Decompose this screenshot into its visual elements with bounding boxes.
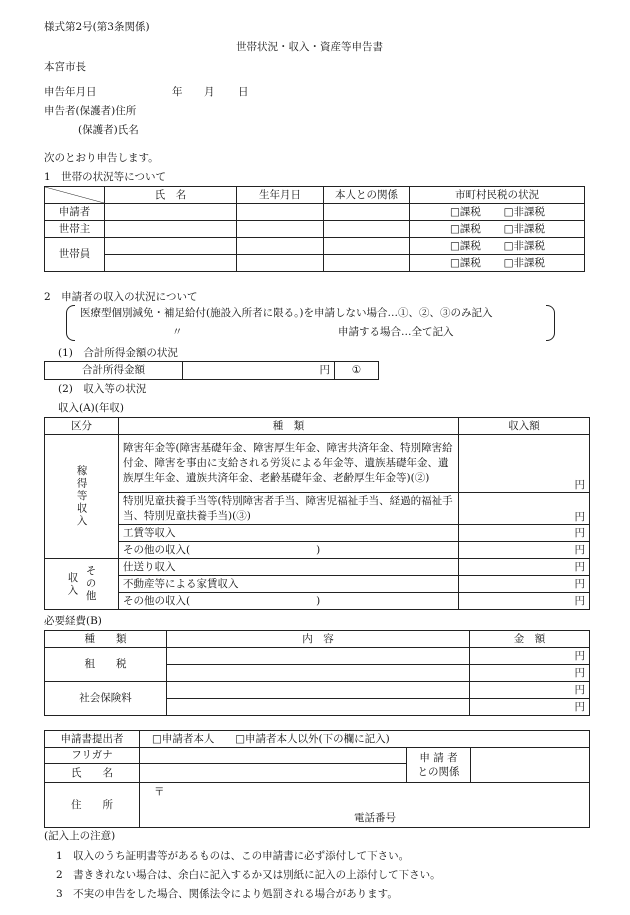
household-table xyxy=(44,186,585,272)
yen-unit: 円 xyxy=(574,560,585,573)
section1-heading: 1 世帯の状況等について xyxy=(44,171,166,183)
other-income-category-b: その他 xyxy=(84,565,97,603)
member-name-cell[interactable] xyxy=(105,238,237,255)
submitter-label: 申請書提出者 xyxy=(45,731,140,748)
applicant-name-cell[interactable] xyxy=(105,204,237,221)
yen-unit: 円 xyxy=(574,478,585,491)
householder-birthdate-cell[interactable] xyxy=(237,221,324,238)
date-day-label: 日 xyxy=(238,86,249,98)
applicant-relation-cell[interactable] xyxy=(324,204,410,221)
member-name-cell[interactable] xyxy=(105,255,237,272)
expense-header-type: 種 類 xyxy=(45,631,167,648)
member-birthdate-cell[interactable] xyxy=(237,255,324,272)
date-year-label: 年 xyxy=(172,86,183,98)
submitter-address-label: 住 所 xyxy=(45,783,140,828)
income-row-allowance: 特別児童扶養手当等(特別障害者手当、障害児福祉手当、経過的福祉手当、特別児童扶養手当)(③) xyxy=(119,493,459,525)
note-line-2: 申請する場合…全て記入 xyxy=(338,326,454,338)
header-corner xyxy=(45,187,105,204)
expense-table xyxy=(44,630,590,716)
expense-b-label: 必要経費(B) xyxy=(44,615,102,627)
header-birthdate: 生年月日 xyxy=(237,187,324,204)
expense-tax-content[interactable] xyxy=(167,648,470,665)
yen-unit: 円 xyxy=(574,666,585,679)
note-item-1: 1 収入のうち証明書等があるものは、この申請書に必ず添付して下さい。 xyxy=(56,850,410,862)
furigana-field[interactable] xyxy=(140,748,407,764)
submitter-other-checkbox[interactable]: □申請者本人以外(下の欄に記入) xyxy=(235,732,390,745)
bracket-left xyxy=(66,305,75,341)
relation-label: 申 請 者 との関係 xyxy=(407,748,471,783)
yen-unit: 円 xyxy=(574,577,585,590)
applicant-address-label: 申告者(保護者)住所 xyxy=(44,105,137,117)
income-pension-amount[interactable] xyxy=(459,435,590,493)
row-label-applicant: 申請者 xyxy=(45,204,105,221)
date-month-label: 月 xyxy=(204,86,215,98)
income-rent-amount[interactable] xyxy=(459,576,590,593)
expense-insurance-amount[interactable] xyxy=(470,699,590,716)
income-wages-amount[interactable] xyxy=(459,525,590,542)
untaxed-checkbox[interactable]: □非課税 xyxy=(503,256,546,269)
income-row-pension: 障害年金等(障害基礎年金、障害厚生年金、障害共済年金、特別障害給付金、障害を事由に支給される労災による年金等、遺族基礎年金、遺族厚生年金、遺族共済年金、老齢基礎年金、老齢厚生年金等)(②) xyxy=(119,435,459,493)
yen-unit: 円 xyxy=(574,594,585,607)
expense-tax-label: 租 税 xyxy=(45,648,167,682)
income-a-label: 収入(A)(年収) xyxy=(58,402,124,414)
note-item-3: 3 不実の申告をした場合、関係法令により処罰される場合があります。 xyxy=(56,888,398,900)
note-line-1: 医療型個別減免・補足給付(施設入所者に限る。)を申請しない場合…①、②、③のみ記入 xyxy=(80,307,493,319)
income-row-other: その他の収入( ) xyxy=(119,593,459,610)
yen-unit: 円 xyxy=(574,649,585,662)
householder-relation-cell[interactable] xyxy=(324,221,410,238)
expense-insurance-content[interactable] xyxy=(167,682,470,699)
taxed-checkbox[interactable]: □課税 xyxy=(450,256,481,269)
income-row-remittance: 仕送り収入 xyxy=(119,559,459,576)
expense-insurance-content[interactable] xyxy=(167,699,470,716)
addressee: 本宮市長 xyxy=(44,61,86,73)
income-row-other-earned: その他の収入( ) xyxy=(119,542,459,559)
furigana-label: フリガナ xyxy=(45,748,140,764)
page-title: 世帯状況・収入・資産等申告書 xyxy=(236,41,383,53)
header-name: 氏 名 xyxy=(105,187,237,204)
expense-insurance-label: 社会保険料 xyxy=(45,682,167,716)
total-income-value[interactable] xyxy=(183,362,335,380)
yen-unit: 円 xyxy=(319,364,330,377)
expense-tax-content[interactable] xyxy=(167,665,470,682)
untaxed-checkbox[interactable]: □非課税 xyxy=(503,205,546,218)
income-header-type: 種 類 xyxy=(119,418,459,435)
note-item-2: 2 書ききれない場合は、余白に記入するか又は別紙に記入の上添付して下さい。 xyxy=(56,869,441,881)
circle-1-marker: ① xyxy=(335,362,379,380)
row-label-member: 世帯員 xyxy=(45,238,105,272)
income-other-amount[interactable] xyxy=(459,593,590,610)
submitter-self-checkbox[interactable]: □申請者本人 xyxy=(152,732,215,745)
postal-mark: 〒 xyxy=(154,786,165,798)
intro-text: 次のとおり申告します。 xyxy=(44,152,159,164)
applicant-name-label: (保護者)氏名 xyxy=(78,124,139,136)
relation-field[interactable] xyxy=(471,748,590,783)
form-number: 様式第2号(第3条関係) xyxy=(44,21,150,33)
taxed-checkbox[interactable]: □課税 xyxy=(450,239,481,252)
yen-unit: 円 xyxy=(574,700,585,713)
subsection2-heading: (2) 収入等の状況 xyxy=(58,383,147,395)
member-birthdate-cell[interactable] xyxy=(237,238,324,255)
applicant-birthdate-cell[interactable] xyxy=(237,204,324,221)
total-income-table xyxy=(44,361,379,380)
income-allowance-amount[interactable] xyxy=(459,493,590,525)
taxed-checkbox[interactable]: □課税 xyxy=(450,205,481,218)
member-relation-cell[interactable] xyxy=(324,255,410,272)
yen-unit: 円 xyxy=(574,526,585,539)
income-row-rent: 不動産等による家賃収入 xyxy=(119,576,459,593)
header-relation: 本人との関係 xyxy=(324,187,410,204)
income-remittance-amount[interactable] xyxy=(459,559,590,576)
submitter-table xyxy=(44,730,590,828)
note-ditto: 〃 xyxy=(172,326,183,338)
untaxed-checkbox[interactable]: □非課税 xyxy=(503,239,546,252)
income-row-wages: 工賃等収入 xyxy=(119,525,459,542)
expense-tax-amount[interactable] xyxy=(470,648,590,665)
expense-insurance-amount[interactable] xyxy=(470,682,590,699)
subsection1-heading: (1) 合計所得金額の状況 xyxy=(58,347,178,359)
submitter-address-field[interactable] xyxy=(140,783,590,828)
income-header-amount: 収入額 xyxy=(459,418,590,435)
submitter-name-label: 氏 名 xyxy=(45,764,140,783)
other-income-category-a: 収入 xyxy=(66,571,79,597)
income-table xyxy=(44,417,590,610)
income-header-category: 区分 xyxy=(45,418,119,435)
bracket-right xyxy=(546,305,555,341)
yen-unit: 円 xyxy=(574,543,585,556)
expense-header-amount: 金 額 xyxy=(470,631,590,648)
earned-income-category: 稼得等収入 xyxy=(75,465,88,528)
header-tax-status: 市町村民税の状況 xyxy=(410,187,585,204)
expense-tax-amount[interactable] xyxy=(470,665,590,682)
untaxed-checkbox[interactable]: □非課税 xyxy=(503,222,546,235)
expense-header-content: 内 容 xyxy=(167,631,470,648)
taxed-checkbox[interactable]: □課税 xyxy=(450,222,481,235)
submitter-name-field[interactable] xyxy=(140,764,407,783)
row-label-householder: 世帯主 xyxy=(45,221,105,238)
householder-name-cell[interactable] xyxy=(105,221,237,238)
total-income-label: 合計所得金額 xyxy=(45,362,183,380)
notes-heading: (記入上の注意) xyxy=(44,830,116,842)
income-other-earned-amount[interactable] xyxy=(459,542,590,559)
phone-label: 電話番号 xyxy=(354,811,396,824)
member-relation-cell[interactable] xyxy=(324,238,410,255)
section2-heading: 2 申請者の収入の状況について xyxy=(44,291,198,303)
yen-unit: 円 xyxy=(574,510,585,523)
yen-unit: 円 xyxy=(574,683,585,696)
date-label: 申告年月日 xyxy=(44,86,97,98)
